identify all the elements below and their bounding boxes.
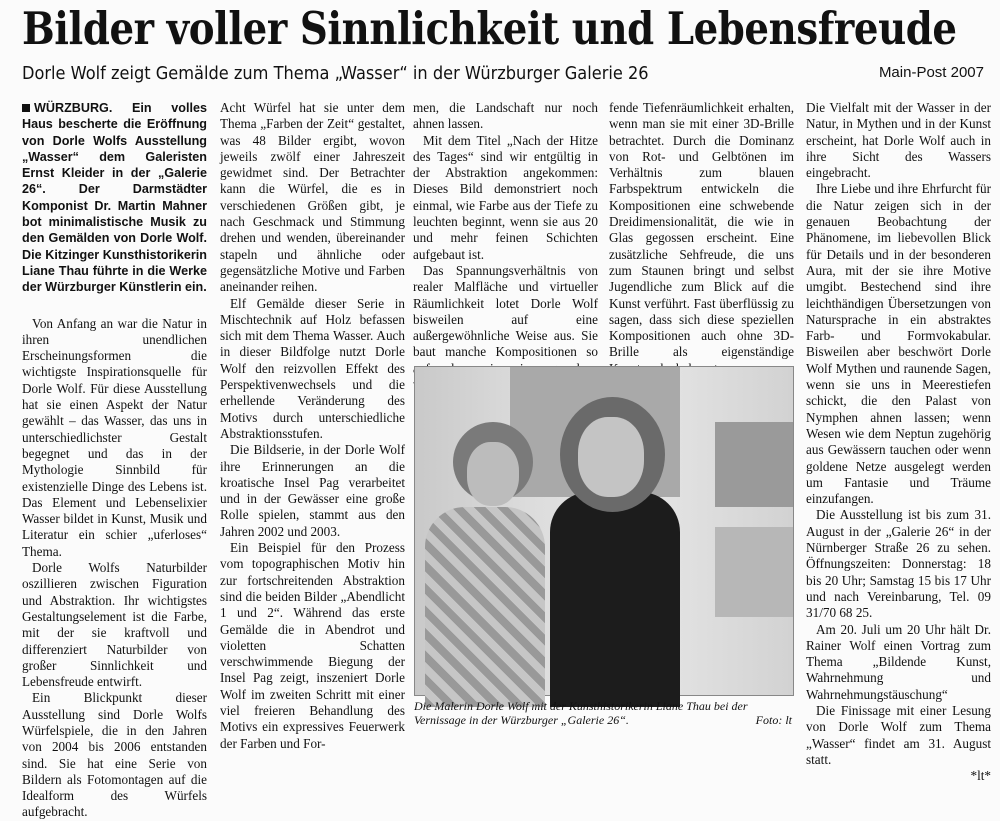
- body-paragraph: Ihre Liebe und ihre Ehrfurcht für die Natur zeigen sich in der genauen Beobachtung der Phänomene, im liebevollen Blick für Details und in der besonderen Aura, mit der sie ihre Motive umgibt. Bestechend sind ihre leichthändigen Übersetzungen von Natursprache in ein abstraktes Farb- und Formvokabular. Bisweilen aber beschwört Dorle Wolf Mythen und raunende Sagen, wenn sie uns in Meerestiefen schickt, die den Palast von Nymphen ahnen lassen; wenn Wesen wie dem Neptun zugehörig aus Gewässern tauchen oder wenn goldene Netze ausgelegt werden um Fantasie und Träume einzufangen.: [806, 181, 991, 507]
- body-paragraph: Am 20. Juli um 20 Uhr hält Dr. Rainer Wolf einen Vortrag zum Thema „Bildende Kunst, Wahrnehmung und Wahrnehmungstäuschung“: [806, 621, 991, 702]
- person-face: [467, 442, 519, 506]
- column-4: [609, 100, 794, 360]
- photo-credit: Foto: lt: [755, 713, 792, 727]
- body-paragraph: Das Spannungsverhältnis von realer Malfläche und virtueller Räumlichkeit lotet Dorle Wolf bisweilen auf eine außergewöhnliche Weise aus. Sie baut manche Kompositionen so: [413, 262, 598, 360]
- body-paragraph: Acht Würfel hat sie unter dem Thema „Farben der Zeit“ gestaltet, was 48 Bilder ergibt, wovon jeweils zwölf einer Jahreszeit gewidmet sind. Der Betrachter kann die Würfel, die es in verschiedenen Größen gibt, je nach Geschmack und Stimmung drehen und wenden, übereinander stapeln und ähnliche oder gegensätzliche Motive und Farben aneinander reihen.: [220, 100, 405, 295]
- person-figure: [425, 507, 545, 707]
- painting-image: [715, 422, 793, 507]
- body-paragraph: Dorle Wolfs Naturbilder oszillieren zwischen Figuration und Abstraktion. Ihr wichtigstes Gestaltungselement ist die Farbe, mit der sie kraftvoll und differenziert Naturbilder von großer Sinnlichkeit und Lebensfreude entwirft.: [22, 560, 207, 690]
- body-paragraph: fende Tiefenräumlichkeit erhalten, wenn man sie mit einer 3D-Brille betrachtet. Durch die Dominanz von Rot- und Gelbtönen im Verhältnis zum blauen Farbspektrum entwickeln die Kompositionen eine schwebende Dreidimensionalität, die wie in Glas gegossen erscheint. Eine zusätzliche Sehfreude, die uns zum Staunen bringt und selbst Jugendliche zum Blick auf die Kunst verführt. Fast überflüssig zu sagen, dass sich diese speziellen Kompositionen auch ohne 3D-Brille als eigenständige: [609, 100, 794, 360]
- vernissage-photo: [414, 366, 794, 696]
- subheadline: Dorle Wolf zeigt Gemälde zum Thema „Wasser“ in der Würzburger Galerie 26: [22, 63, 649, 84]
- lead-paragraph: WÜRZBURG. Ein volles Haus bescherte die Eröffnung von Dorle Wolfs Ausstellung „Wasser“ dem Galeristen Ernst Kleider in der „Galerie 26“. Der Darmstädter Komponist Dr. Martin Mahner bot minimalistische Musik zu den Gemälden von Dorle Wolf. Die Kitzinger Kunsthistorikerin Liane Thau führte in die Werke der Würzburger Künstlerin ein.: [22, 101, 207, 295]
- painting-image: [715, 527, 793, 617]
- body-paragraph: Die Ausstellung ist bis zum 31. August in der „Galerie 26“ in der Nürnberger Straße 26 zu sehen. Öffnungszeiten: Donnerstag: 18 bis 20 Uhr; Samstag 15 bis 17 Uhr und nach Vereinbarung, Tel. 09 31/70 68 25.: [806, 507, 991, 621]
- body-paragraph: Elf Gemälde dieser Serie in Mischtechnik auf Holz befassen sich mit dem Thema Wasser. Auch in dieser Bildfolge nutzt Dorle Wolf den reizvollen Effekt des Perspektivenwechsels und die erhellende Veränderung des Motivs durch unterschiedliche Abstraktionsstufen.: [220, 295, 405, 441]
- body-paragraph: Die Finissage mit einer Lesung von Dorle Wolf zum Thema „Wasser“ findet am 31. August statt.: [806, 702, 991, 767]
- headline: Bilder voller Sinnlichkeit und Lebensfreude: [22, 2, 957, 55]
- body-paragraph: Ein Beispiel für den Prozess vom topographischen Motiv hin zur fortschreitenden Abstraktion sind die beiden Bilder „Abendlicht 1 und 2“. Während das erste Gemälde die in Abendrot und violetten Schatten verschwimmende Biegung der Insel Pag zeigt, inszeniert Dorle Wolf im zweiten Schritt mit einer viel freieren Behandlung des Motivs ein expressives Feuerwerk der Farben und For-: [220, 540, 405, 751]
- column-5: [806, 100, 991, 784]
- bullet-square-icon: [22, 104, 30, 112]
- column-3: [413, 100, 598, 360]
- column-2: [220, 100, 405, 751]
- author-signature: *lt*: [970, 768, 991, 784]
- body-paragraph: Mit dem Titel „Nach der Hitze des Tages“ sind wir entgültig in der Abstraktion angekommen: Dieses Bild demonstriert noch einmal, wie Farbe aus der Tiefe zu leuchten beginnt, wenn sie aus 20 und mehr feinen Schichten aufgebaut ist.: [413, 132, 598, 262]
- body-paragraph: Ein Blickpunkt dieser Ausstellung sind Dorle Wolfs Würfelspiele, die in den Jahren von 2004 bis 2006 entstanden sind. Sie hat eine Serie von Bildern als Fotomontagen auf die Idealform des Würfels aufgebracht.: [22, 690, 207, 820]
- person-figure: [550, 492, 680, 707]
- body-paragraph: Die Vielfalt mit der Wasser in der Natur, in Mythen und in der Kunst erscheint, hat Dorle Wolf auch in ihre Sicht des Wassers eingebracht.: [806, 100, 991, 181]
- column-1: [22, 100, 207, 820]
- body-paragraph: men, die Landschaft nur noch ahnen lassen.: [413, 100, 598, 132]
- photo-caption: Die Malerin Dorle Wolf mit der Kunsthistorikerin Liane Thau bei der Vernissage in der Würzburger „Galerie 26“. Foto: lt: [414, 699, 792, 727]
- source-label: Main-Post 2007: [878, 64, 984, 81]
- person-face: [578, 417, 644, 497]
- body-paragraph: Die Bildserie, in der Dorle Wolf ihre Erinnerungen an die kroatische Insel Pag verarbeitet und in der Gewässer eine große Rolle spielen, stammt aus den Jahren 2002 und 2003.: [220, 442, 405, 539]
- body-paragraph: Von Anfang an war die Natur in ihren unendlichen Erscheinungsformen die wichtigste Inspirationsquelle für Dorle Wolf. Für diese Ausstellung hat sie einen Aspekt der Natur gewählt – das Wasser, das uns in unterschiedlichster Gestalt begegnet und das in der Mythologie Sinnbild für existenzielle Dinge des Lebens ist. Das Element und Lebenselixier Wasser bildet in Kunst, Musik und Literatur ein schier „uferloses“ Thema.: [22, 315, 207, 559]
